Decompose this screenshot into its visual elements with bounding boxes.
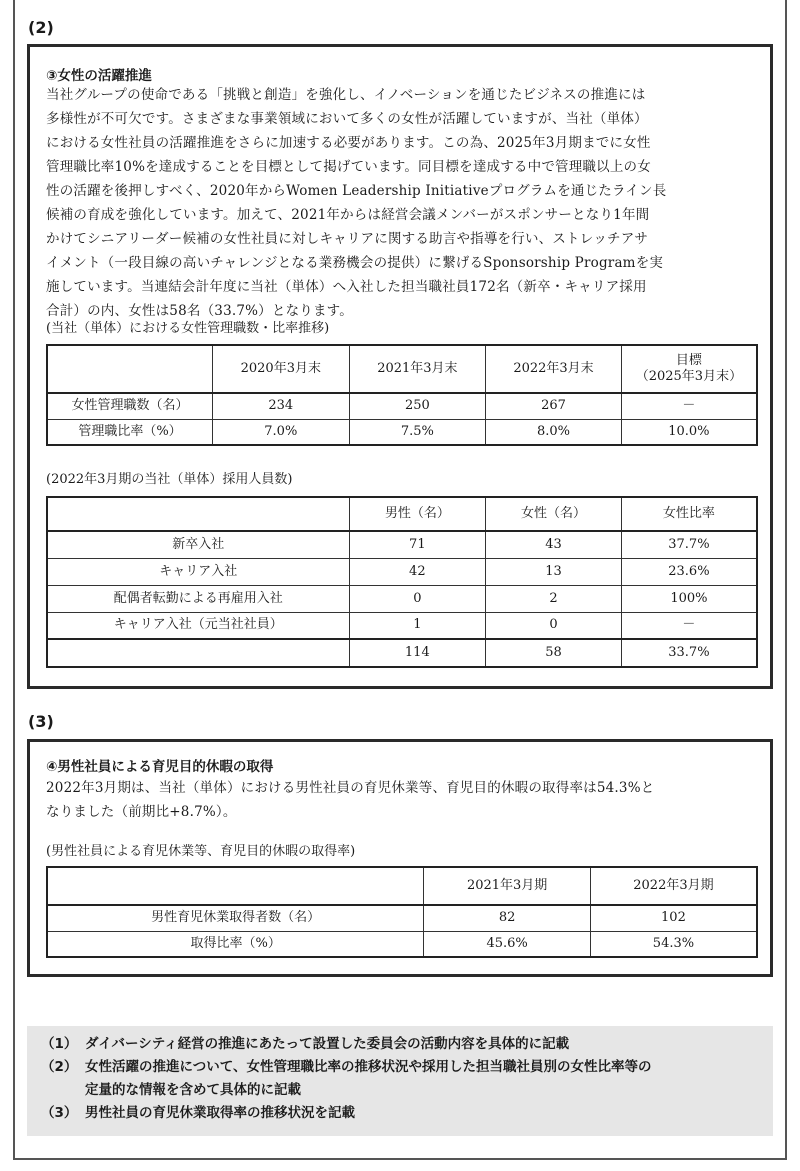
- table-header-cell: 2021年3月期: [424, 867, 591, 905]
- table-row-label: 取得比率（%）: [47, 931, 424, 957]
- section-2-box: [27, 44, 773, 689]
- paragraph-line: 管理職比率10%を達成することを目標として掲げています。同目標を達成する中で管理職以上の女: [46, 159, 651, 175]
- section-3-paragraph: [46, 776, 758, 824]
- table-cell: 7.0%: [213, 419, 350, 445]
- table-cell: 7.5%: [349, 419, 486, 445]
- table-header-cell: 2022年3月期: [590, 867, 757, 905]
- paragraph-line: かけてシニアリーダー候補の女性社員に対しキャリアに関する助言や指導を行い、ストレッチアサ: [46, 231, 649, 247]
- notes-box: [27, 1026, 773, 1136]
- table-header-cell: 2022年3月末: [486, 345, 622, 393]
- table-header-cell: [47, 867, 424, 905]
- table-cell: 37.7%: [621, 531, 757, 558]
- page-frame-left: [13, 0, 15, 1160]
- section-2-paragraph: [46, 83, 758, 323]
- childcare-leave-table: [46, 866, 758, 958]
- paragraph-line: 2022年3月期は、当社（単体）における男性社員の育児休業等、育児目的休暇の取得率は54.3%と: [46, 780, 655, 796]
- table-cell: 2: [486, 585, 622, 612]
- paragraph-line: 性の活躍を後押しすべく、2020年からWomen Leadership Initiativeプログラムを通じたライン長: [46, 183, 667, 199]
- table-cell: 58: [486, 639, 622, 667]
- note-item-1: [41, 1033, 759, 1056]
- table-row-label: 男性育児休業取得者数（名）: [47, 905, 424, 931]
- table-cell: 71: [349, 531, 486, 558]
- table-cell: 267: [486, 393, 622, 419]
- section-3-label: (3): [28, 712, 54, 731]
- paragraph-line: イメント（一段目線の高いチャレンジとなる業務機会の提供）に繋げるSponsorship Programを実: [46, 255, 664, 271]
- paragraph-line: 多様性が不可欠です。さまざまな事業領域において多くの女性が活躍していますが、当社（単体）: [46, 111, 648, 127]
- table-cell: 0: [486, 612, 622, 639]
- table-cell: 10.0%: [621, 419, 757, 445]
- table-cell: 250: [349, 393, 486, 419]
- table-cell: 0: [349, 585, 486, 612]
- paragraph-line: 候補の育成を強化しています。加えて、2021年からは経営会議メンバーがスポンサーとなり1年間: [46, 207, 650, 223]
- note-number: （1）: [41, 1036, 78, 1052]
- paragraph-line: なりました（前期比+8.7%）。: [46, 804, 237, 820]
- table-cell: 100%: [621, 585, 757, 612]
- page-frame-right: [785, 0, 787, 1160]
- table-header-cell: [47, 345, 213, 393]
- table-cell: －: [621, 393, 757, 419]
- paragraph-line: 当社グループの使命である「挑戦と創造」を強化し、イノベーションを通じたビジネスの推進には: [46, 87, 646, 103]
- paragraph-line: 施しています。当連結会計年度に当社（単体）へ入社した担当職社員172名（新卒・キャリア採用: [46, 279, 647, 295]
- table-header-cell: 2021年3月末: [349, 345, 486, 393]
- table-cell: 42: [349, 558, 486, 585]
- note-text: 女性活躍の推進について、女性管理職比率の推移状況や採用した担当職社員別の女性比率等の: [85, 1059, 652, 1075]
- table-cell: 8.0%: [486, 419, 622, 445]
- table-cell: 102: [590, 905, 757, 931]
- note-text: ダイバーシティ経営の推進にあたって設置した委員会の活動内容を具体的に記載: [85, 1036, 570, 1052]
- table-header-cell: [47, 497, 349, 531]
- table-cell: 234: [213, 393, 350, 419]
- table-row-label: キャリア入社（元当社社員）: [47, 612, 349, 639]
- paragraph-line: における女性社員の活躍推進をさらに加速する必要があります。この為、2025年3月期までに女性: [46, 135, 651, 151]
- table-cell: 13: [486, 558, 622, 585]
- table1-caption: (当社（単体）における女性管理職数・比率推移): [46, 321, 330, 336]
- table-cell: 54.3%: [590, 931, 757, 957]
- table-row-label: 配偶者転勤による再雇用入社: [47, 585, 349, 612]
- table2-caption: (2022年3月期の当社（単体）採用人員数): [46, 472, 293, 487]
- table-row-label: [47, 639, 349, 667]
- note-number: （2）: [41, 1059, 78, 1075]
- table-header-cell: 男性（名）: [349, 497, 486, 531]
- table-cell: －: [621, 612, 757, 639]
- section-2-heading: ③女性の活躍推進: [46, 68, 152, 84]
- table-cell: 114: [349, 639, 486, 667]
- section-2-label: (2): [28, 18, 54, 37]
- table-header-cell: 女性比率: [621, 497, 757, 531]
- table-cell: 45.6%: [424, 931, 591, 957]
- hiring-table: [46, 496, 758, 668]
- note-text: 男性社員の育児休業取得率の推移状況を記載: [85, 1105, 355, 1121]
- table-row-label: キャリア入社: [47, 558, 349, 585]
- table-cell: 23.6%: [621, 558, 757, 585]
- table-row-label: 新卒入社: [47, 531, 349, 558]
- table-cell: 82: [424, 905, 591, 931]
- table-row-label: 女性管理職数（名）: [47, 393, 213, 419]
- table3-caption: (男性社員による育児休業等、育児目的休暇の取得率): [46, 844, 356, 859]
- section-3-box: [27, 739, 773, 977]
- female-managers-table: [46, 344, 758, 446]
- paragraph-line: 合計）の内、女性は58名（33.7%）となります。: [46, 303, 353, 319]
- target-label: 目標: [675, 353, 702, 368]
- note-item-2-continued: 定量的な情報を含めて具体的に記載: [85, 1082, 301, 1098]
- table-row-label: 管理職比率（%）: [47, 419, 213, 445]
- section-3-heading: ④男性社員による育児目的休暇の取得: [46, 759, 274, 775]
- table-header-cell: [621, 345, 757, 393]
- target-date: （2025年3月末）: [635, 369, 743, 384]
- table-cell: 33.7%: [621, 639, 757, 667]
- table-header-cell: 2020年3月末: [213, 345, 350, 393]
- table-cell: 43: [486, 531, 622, 558]
- note-item-2: [41, 1056, 759, 1079]
- note-number: （3）: [41, 1105, 78, 1121]
- table-header-cell: 女性（名）: [486, 497, 622, 531]
- page-frame-bottom: [13, 1158, 787, 1160]
- note-item-3: [41, 1102, 759, 1125]
- table-cell: 1: [349, 612, 486, 639]
